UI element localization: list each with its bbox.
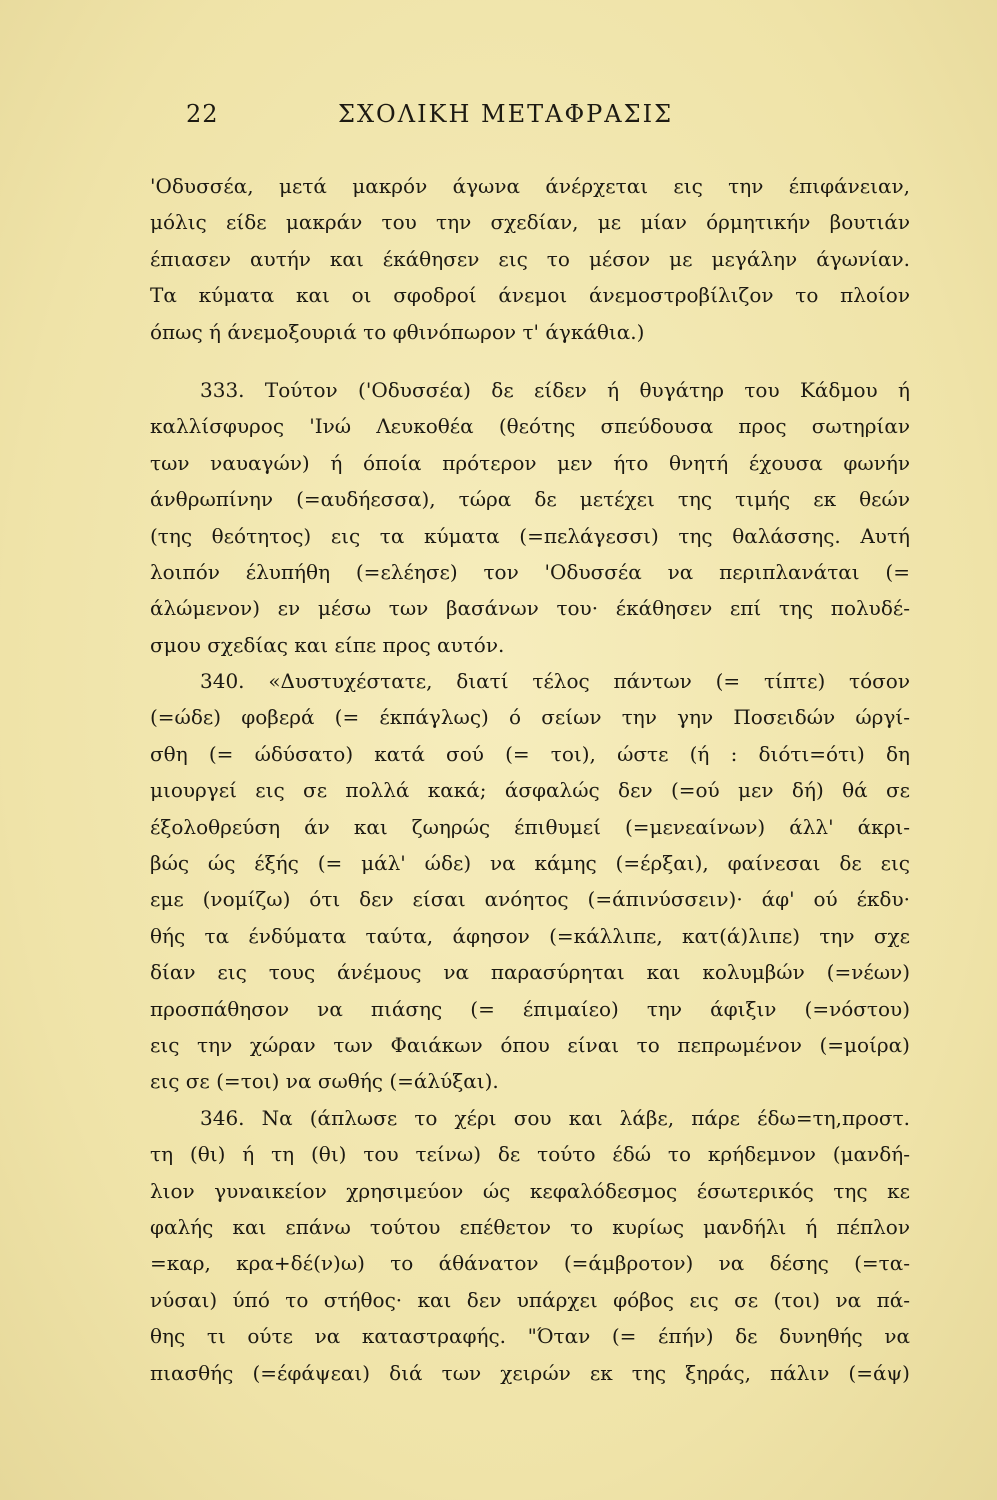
text-line: τη (θι) ή τη (θι) του τείνω) δε τούτο έδώ το κρήδεμνον (μανδή- — [150, 1142, 910, 1167]
text-line: σμου σχεδίας και είπε προς αυτόν. — [150, 632, 505, 657]
text-line: σθη (= ώδύσατο) κατά σού (= τοι), ώστε (ή : διότι=ότι) δη — [150, 741, 910, 766]
text-line: βώς ώς έξής (= μάλ' ώδε) να κάμης (=έρξαι), φαίνεσαι δε εις — [150, 851, 910, 876]
body-text — [150, 168, 910, 1391]
paragraph-346 — [150, 1100, 910, 1391]
text-line: προσπάθησον να πιάσης (= έπιμαίεο) την άφιξιν (=νόστου) — [150, 996, 910, 1021]
text-line: άλώμενον) εν μέσω των βασάνων του· έκάθησεν επί της πολυδέ- — [150, 596, 910, 621]
text-line: των ναυαγών) ή όποία πρότερον μεν ήτο θνητή έχουσα φωνήν — [150, 450, 910, 475]
text-line: μόλις είδε μακράν του την σχεδίαν, με μίαν όρμητικήν βουτιάν — [150, 210, 910, 235]
text-line: εις την χώραν των Φαιάκων όπου είναι το πεπρωμένον (=μοίρα) — [150, 1032, 910, 1057]
text-line: καλλίσφυρος 'Ινώ Λευκοθέα (θεότης σπεύδουσα προς σωτηρίαν — [150, 414, 910, 439]
text-line: =καρ, κρα+δέ(ν)ω) το άθάνατον (=άμβροτον) να δέσης (=τα- — [150, 1251, 910, 1276]
text-line: νύσαι) ύπό το στήθος· και δεν υπάρχει φόβος εις σε (τοι) να πά- — [150, 1287, 910, 1312]
text-line: 346. Να (άπλωσε το χέρι σου και λάβε, πάρε έδω=τη,προστ. — [200, 1105, 910, 1130]
page-header — [186, 100, 711, 140]
text-line: εμε (νομίζω) ότι δεν είσαι ανόητος (=άπινύσσειν)· άφ' ού έκδυ· — [150, 887, 910, 912]
text-line: θης τι ούτε να καταστραφής. "Όταν (= έπήν) δε δυνηθής να — [150, 1324, 910, 1349]
text-line: έξολοθρεύση άν και ζωηρώς έπιθυμεί (=μενεαίνων) άλλ' άκρι- — [150, 814, 910, 839]
text-line: άνθρωπίνην (=αυδήεσσα), τώρα δε μετέχει της τιμής εκ θεών — [150, 487, 910, 512]
text-line: (=ώδε) φοβερά (= έκπάγλως) ό σείων την γην Ποσειδών ώργί- — [150, 705, 910, 730]
text-line: μιουργεί εις σε πολλά κακά; άσφαλώς δεν (=ού μεν δή) θά σε — [150, 778, 910, 803]
paragraph-intro — [150, 168, 910, 350]
text-line: λιον γυναικείον χρησιμεύον ώς κεφαλόδεσμος έσωτερικός της κε — [150, 1178, 910, 1203]
text-line: έπιασεν αυτήν και έκάθησεν εις το μέσον με μεγάλην άγωνίαν. — [150, 246, 910, 271]
text-line: λοιπόν έλυπήθη (=ελέησε) τον 'Οδυσσέα να περιπλανάται (= — [150, 559, 910, 584]
text-line: φαλής και επάνω τούτου επέθετον το κυρίως μανδήλι ή πέπλον — [150, 1214, 910, 1239]
text-line: 340. «Δυστυχέστατε, διατί τέλος πάντων (= τίπτε) τόσον — [200, 669, 910, 694]
text-line: δίαν εις τους άνέμους να παρασύρηται και κολυμβών (=νέων) — [150, 960, 910, 985]
text-line: όπως ή άνεμοξουριά το φθινόπωρον τ' άγκάθια.) — [150, 319, 645, 344]
running-title: ΣΧΟΛΙΚΗ ΜΕΤΑΦΡΑΣΙΣ — [338, 100, 674, 128]
text-line: 333. Τούτον ('Οδυσσέα) δε είδεν ή θυγάτηρ του Κάδμου ή — [200, 377, 910, 402]
text-line: εις σε (=τοι) να σωθής (=άλύξαι). — [150, 1069, 499, 1094]
text-line: πιασθής (=έφάψεαι) διά των χειρών εκ της ξηράς, πάλιν (=άψ) — [150, 1360, 910, 1385]
text-line: 'Οδυσσέα, μετά μακρόν άγωνα άνέρχεται εις την έπιφάνειαν, — [150, 174, 910, 198]
paragraph-340 — [150, 663, 910, 1100]
text-line: (της θεότητος) εις τα κύματα (=πελάγεσσι) της θαλάσσης. Αυτή — [150, 523, 910, 548]
paragraph-333 — [150, 372, 910, 663]
text-line: θής τα ένδύματα ταύτα, άφησον (=κάλλιπε, κατ(ά)λιπε) την σχε — [150, 923, 910, 948]
page-number: 22 — [186, 100, 219, 128]
text-line: Τα κύματα και οι σφοδροί άνεμοι άνεμοστροβίλιζον το πλοίον — [150, 283, 910, 308]
